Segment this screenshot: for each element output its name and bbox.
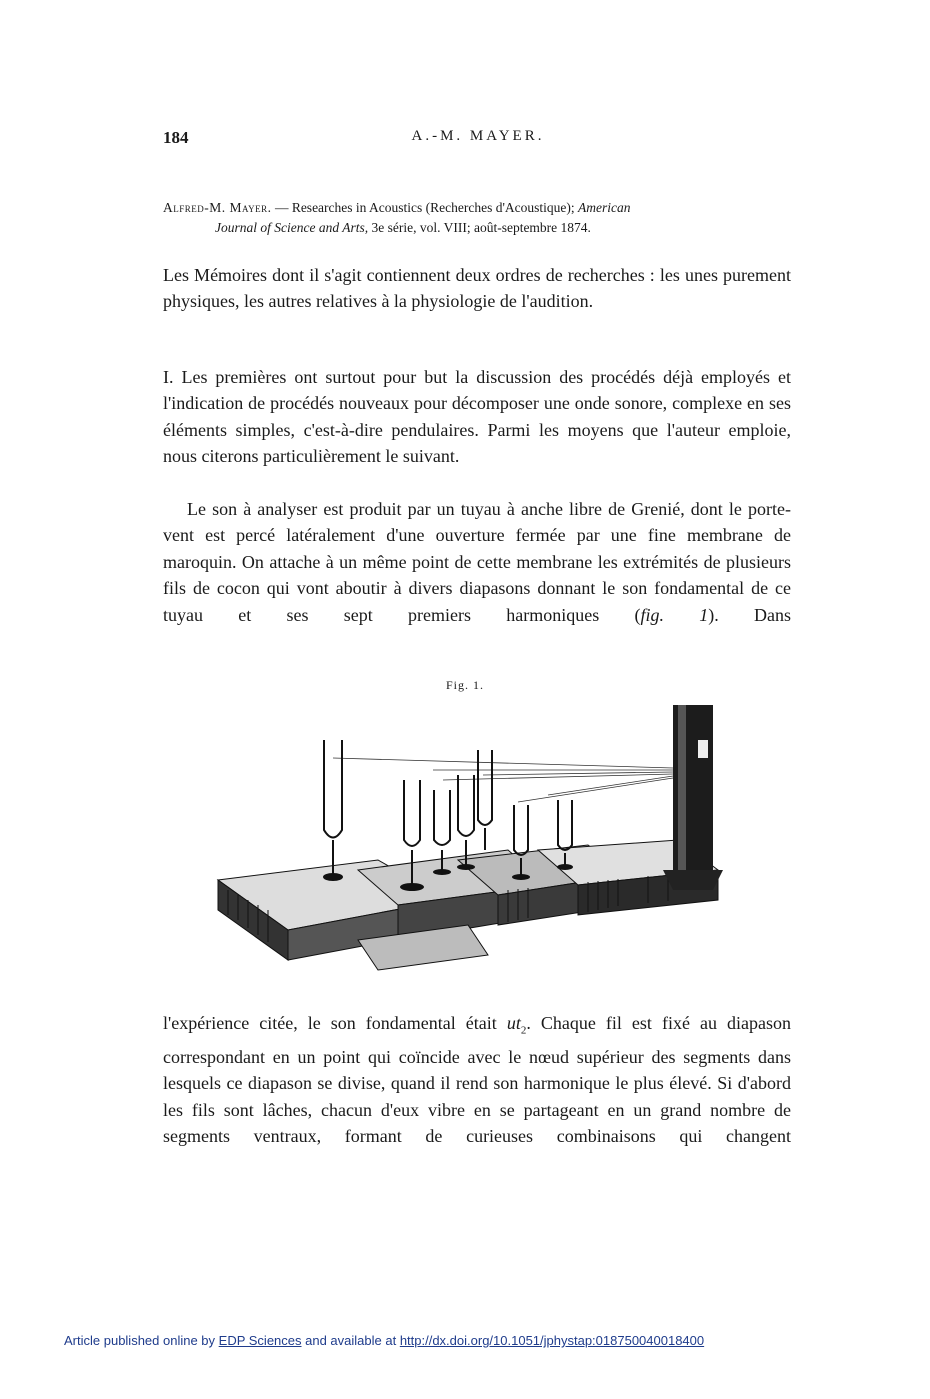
- figure-reference: fig. 1: [640, 604, 709, 625]
- page-number: 184: [163, 128, 189, 147]
- running-head: [163, 128, 793, 152]
- paragraph-experiment-end: ). Dans: [708, 604, 791, 625]
- paragraph-experiment: [163, 496, 791, 628]
- reference-journal-part1: American: [578, 200, 631, 215]
- figure-engraving: [208, 700, 728, 975]
- paragraph-intro: Les Mémoires dont il s'agit contiennent deux ordres de recherches : les unes purement physiques, les autres relatives à la physiologie de l'audition.: [163, 265, 791, 312]
- footer: [64, 1333, 824, 1348]
- running-title: A.-M. MAYER.: [411, 128, 545, 144]
- paragraph-continuation: [163, 1010, 791, 1150]
- silk-threads: [333, 758, 673, 802]
- reference-author: Alfred-M. Mayer.: [163, 200, 272, 215]
- note-ut: ut: [506, 1013, 521, 1033]
- doi-link[interactable]: http://dx.doi.org/10.1051/jphystap:018750040018400: [399, 1333, 705, 1348]
- footer-middle: and available at: [301, 1333, 400, 1348]
- paragraph-continuation-rest: . Chaque fil est fixé au diapason correspondant en un point qui coïncide avec le nœud supérieur des segments dans lesquels ce diapason se divise, quand il rend son harmonique le plus élevé. Si d'abord les fils sont lâches, chacun d'eux vibre en se partageant en un grand nombre de segments ventraux, formant de curieuses combinaisons qui changent: [163, 1013, 791, 1147]
- publisher-link[interactable]: EDP Sciences: [218, 1333, 302, 1348]
- paragraph-part-one: I. Les premières ont surtout pour but la discussion des procédés déjà employés et l'indication de procédés nouveaux pour décomposer une onde sonore, complexe en ses éléments simples, c'est-à-dire pendulaires. Parmi les moyens que l'auteur emploie, nous citerons particulièrement le suivant.: [163, 367, 791, 467]
- reference-title: — Researches in Acoustics (Recherches d'Acoustique);: [271, 200, 579, 215]
- note-subscript: 2: [520, 1024, 527, 1037]
- bibliographic-reference: [163, 198, 793, 238]
- reference-journal-part2: Journal of Science and Arts,: [215, 220, 369, 235]
- reference-volume: 3e série, vol. VIII; août-septembre 1874.: [368, 220, 591, 235]
- resonator-boxes: [218, 840, 718, 970]
- figure-caption: Fig. 1.: [445, 678, 484, 692]
- paragraph-continuation-text: l'expérience citée, le son fondamental était: [163, 1013, 507, 1033]
- paragraph-experiment-text: Le son à analyser est produit par un tuyau à anche libre de Grenié, dont le porte-vent est percé latéralement d'une ouverture fermée par une fine membrane de maroquin. On attache à un même point de cette membrane les extrémités de plusieurs fils de cocon qui vont aboutir à divers diapasons donnant le son fondamental de ce tuyau et ses sept premiers harmoniques (: [163, 499, 791, 625]
- reference-line-2: [163, 218, 793, 238]
- footer-prefix: Article published online by: [64, 1333, 219, 1348]
